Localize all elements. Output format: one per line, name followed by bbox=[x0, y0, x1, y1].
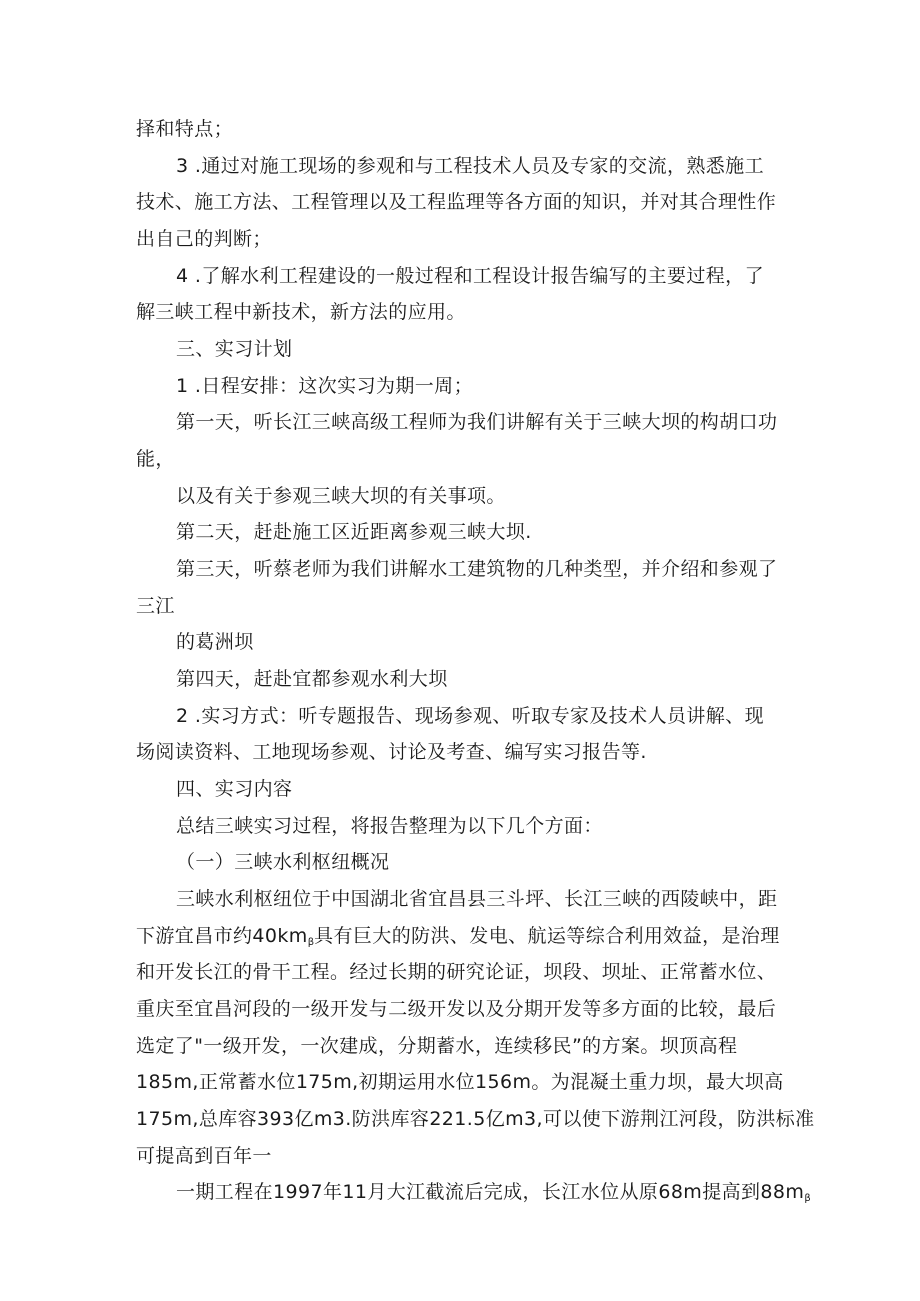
text-line: 和开发长江的骨干工程。经过长期的研究论证，坝段、坝址、正常蓄水位、 bbox=[136, 961, 777, 983]
text-line: 解三峡工程中新技术，新方法的应用。 bbox=[136, 301, 466, 323]
text-line bbox=[136, 924, 780, 955]
text-line: 的葛洲坝 bbox=[176, 631, 254, 653]
section-heading: 三、实习计划 bbox=[176, 338, 293, 360]
text-line: 第四天，赶赴宜都参观水利大坝 bbox=[176, 668, 448, 690]
text-line: 3 .通过对施工现场的参观和与工程技术人员及专家的交流，熟悉施工 bbox=[176, 155, 764, 177]
text-line: 三江 bbox=[136, 595, 175, 617]
text-line: 185m,正常蓄水位175m,初期运用水位156m。为混凝土重力坝，最大坝高 bbox=[136, 1071, 784, 1093]
text-line: 三峡水利枢纽位于中国湖北省宜昌县三斗坪、长江三峡的西陵峡中，距 bbox=[176, 888, 778, 910]
subsection-heading: （一）三峡水利枢纽概况 bbox=[176, 851, 390, 873]
text-line bbox=[176, 1180, 811, 1211]
text-line: 以及有关于参观三峡大坝的有关事项。 bbox=[176, 485, 506, 507]
text-segment: 一期工程在1997年11月大江截流后完成，长江水位从原68m提高到88m bbox=[176, 1181, 805, 1203]
text-line: 场阅读资料、工地现场参观、讨论及考查、编写实习报告等. bbox=[136, 741, 647, 763]
text-line: 可提高到百年一 bbox=[136, 1145, 272, 1167]
text-segment: 下游宜昌市约40km bbox=[136, 925, 308, 947]
text-line: 2 .实习方式：听专题报告、现场参观、听取专家及技术人员讲解、现 bbox=[176, 705, 764, 727]
text-line: 能， bbox=[136, 448, 175, 470]
section-heading: 四、实习内容 bbox=[176, 778, 293, 800]
text-segment: 具有巨大的防洪、发电、航运等综合利用效益，是治理 bbox=[314, 925, 780, 947]
text-line: 4 .了解水利工程建设的一般过程和工程设计报告编写的主要过程，了 bbox=[176, 265, 764, 287]
text-line: 第二天，赶赴施工区近距离参观三峡大坝. bbox=[176, 521, 532, 543]
text-line: 技术、施工方法、工程管理以及工程监理等各方面的知识，并对其合理性作 bbox=[136, 191, 777, 213]
text-line: 1 .日程安排：这次实习为期一周； bbox=[176, 375, 473, 397]
text-line: 出自己的判断； bbox=[136, 228, 272, 250]
text-line: 第三天，听蔡老师为我们讲解水工建筑物的几种类型，并介绍和参观了 bbox=[176, 558, 778, 580]
subscript-mark: β bbox=[804, 1193, 811, 1204]
text-line: 择和特点； bbox=[136, 118, 234, 140]
text-line: 选定了"一级开发，一次建成，分期蓄水，连续移民”的方案。坝顶高程 bbox=[136, 1035, 738, 1057]
text-line: 175m,总库容393亿m3.防洪库容221.5亿m3,可以使下游荆江河段，防洪标准 bbox=[136, 1108, 815, 1130]
text-line: 重庆至宜昌河段的一级开发与二级开发以及分期开发等多方面的比较，最后 bbox=[136, 998, 777, 1020]
text-line: 总结三峡实习过程，将报告整理为以下几个方面： bbox=[176, 815, 603, 837]
subscript-mark: β bbox=[307, 937, 315, 948]
text-line: 第一天，听长江三峡高级工程师为我们讲解有关于三峡大坝的构胡口功 bbox=[176, 411, 778, 433]
